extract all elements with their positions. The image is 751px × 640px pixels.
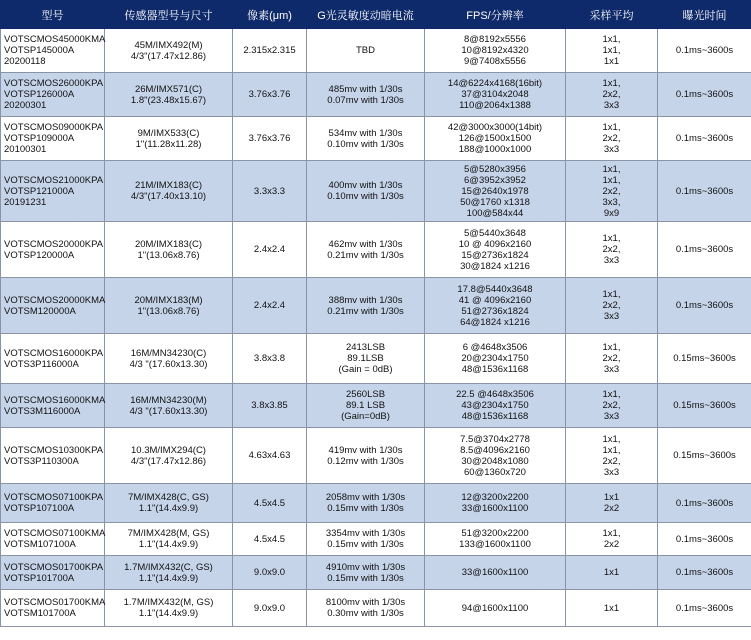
binning-cell: 1x1, 1x1, 1x1 — [566, 29, 658, 73]
table-row — [1, 556, 751, 590]
fps-cell: 17.8@5440x3648 41 @ 4096x2160 51@2736x1824 64@1824 x1216 — [425, 278, 566, 334]
pixel-cell: 3.76x3.76 — [233, 73, 307, 117]
model-cell: VOTSCMOS45000KMA VOTSP145000A 20200118 — [1, 29, 105, 73]
sensor-cell: 9M/IMX533(C) 1"(11.28x11.28) — [105, 117, 233, 161]
sensor-cell: 7M/IMX428(M, GS) 1.1"(14.4x9.9) — [105, 523, 233, 556]
pixel-cell: 2.4x2.4 — [233, 278, 307, 334]
exposure-cell: 0.1ms~3600s — [658, 590, 751, 627]
exposure-cell: 0.1ms~3600s — [658, 523, 751, 556]
sensitivity-cell: TBD — [307, 29, 425, 73]
fps-cell: 14@6224x4168(16bit) 37@3104x2048 110@2064x1388 — [425, 73, 566, 117]
sensitivity-cell: 8100mv with 1/30s 0.30mv with 1/30s — [307, 590, 425, 627]
sensitivity-cell: 2058mv with 1/30s 0.15mv with 1/30s — [307, 484, 425, 523]
binning-cell: 1x1, 2x2, 3x3 — [566, 222, 658, 278]
model-cell: VOTSCMOS20000KMA VOTSM120000A — [1, 278, 105, 334]
pixel-cell: 4.5x4.5 — [233, 523, 307, 556]
table-row — [1, 384, 751, 428]
pixel-cell: 3.8x3.8 — [233, 334, 307, 384]
fps-cell: 94@1600x1100 — [425, 590, 566, 627]
fps-cell: 51@3200x2200 133@1600x1100 — [425, 523, 566, 556]
table-header-row — [1, 1, 751, 29]
sensitivity-cell: 3354mv with 1/30s 0.15mv with 1/30s — [307, 523, 425, 556]
binning-cell: 1x1, 2x2 — [566, 523, 658, 556]
table-row — [1, 590, 751, 627]
header-exposure: 曝光时间 — [658, 1, 751, 29]
sensitivity-cell: 388mv with 1/30s 0.21mv with 1/30s — [307, 278, 425, 334]
table-row — [1, 278, 751, 334]
binning-cell: 1x1, 2x2, 3x3 — [566, 73, 658, 117]
table-row — [1, 73, 751, 117]
table-row — [1, 117, 751, 161]
binning-cell: 1x1, 1x1, 2x2, 3x3, 9x9 — [566, 161, 658, 222]
sensor-cell: 20M/IMX183(C) 1"(13.06x8.76) — [105, 222, 233, 278]
pixel-cell: 4.63x4.63 — [233, 428, 307, 484]
table-row — [1, 29, 751, 73]
table-row — [1, 222, 751, 278]
header-model: 型号 — [1, 1, 105, 29]
model-cell: VOTSCMOS01700KPA VOTSP101700A — [1, 556, 105, 590]
binning-cell: 1x1, 2x2, 3x3 — [566, 117, 658, 161]
binning-cell: 1x1, 1x1, 2x2, 3x3 — [566, 428, 658, 484]
fps-cell: 5@5280x3956 6@3952x3952 15@2640x1978 50@1760 x1318 100@584x44 — [425, 161, 566, 222]
fps-cell: 7.5@3704x2778 8.5@4096x2160 30@2048x1080 60@1360x720 — [425, 428, 566, 484]
binning-cell: 1x1 — [566, 556, 658, 590]
header-sensitivity: G光灵敏度动暗电流 — [307, 1, 425, 29]
pixel-cell: 3.8x3.85 — [233, 384, 307, 428]
model-cell: VOTSCMOS09000KPA VOTSP109000A 20100301 — [1, 117, 105, 161]
binning-cell: 1x1 2x2 — [566, 484, 658, 523]
model-cell: VOTSCMOS16000KPA VOTS3P116000A — [1, 334, 105, 384]
model-cell: VOTSCMOS20000KPA VOTSP120000A — [1, 222, 105, 278]
exposure-cell: 0.1ms~3600s — [658, 117, 751, 161]
fps-cell: 6 @4648x3506 20@2304x1750 48@1536x1168 — [425, 334, 566, 384]
table-row — [1, 334, 751, 384]
header-binning: 采样平均 — [566, 1, 658, 29]
sensor-cell: 16M/MN34230(C) 4/3 "(17.60x13.30) — [105, 334, 233, 384]
exposure-cell: 0.1ms~3600s — [658, 73, 751, 117]
sensor-cell: 26M/IMX571(C) 1.8"(23.48x15.67) — [105, 73, 233, 117]
header-fps: FPS/分辨率 — [425, 1, 566, 29]
table-row — [1, 428, 751, 484]
fps-cell: 5@5440x3648 10 @ 4096x2160 15@2736x1824 30@1824 x1216 — [425, 222, 566, 278]
fps-cell: 42@3000x3000(14bit) 126@1500x1500 188@1000x1000 — [425, 117, 566, 161]
sensor-cell: 7M/IMX428(C, GS) 1.1"(14.4x9.9) — [105, 484, 233, 523]
sensitivity-cell: 462mv with 1/30s 0.21mv with 1/30s — [307, 222, 425, 278]
sensor-cell: 16M/MN34230(M) 4/3 "(17.60x13.30) — [105, 384, 233, 428]
sensitivity-cell: 2560LSB 89.1 LSB (Gain=0dB) — [307, 384, 425, 428]
pixel-cell: 2.4x2.4 — [233, 222, 307, 278]
exposure-cell: 0.1ms~3600s — [658, 484, 751, 523]
sensor-cell: 10.3M/IMX294(C) 4/3"(17.47x12.86) — [105, 428, 233, 484]
pixel-cell: 2.315x2.315 — [233, 29, 307, 73]
sensitivity-cell: 2413LSB 89.1LSB (Gain = 0dB) — [307, 334, 425, 384]
pixel-cell: 4.5x4.5 — [233, 484, 307, 523]
exposure-cell: 0.1ms~3600s — [658, 29, 751, 73]
table-row — [1, 484, 751, 523]
model-cell: VOTSCMOS16000KMA VOTS3M116000A — [1, 384, 105, 428]
sensitivity-cell: 534mv with 1/30s 0.10mv with 1/30s — [307, 117, 425, 161]
sensor-cell: 21M/IMX183(C) 4/3"(17.40x13.10) — [105, 161, 233, 222]
table-row — [1, 161, 751, 222]
table-row — [1, 523, 751, 556]
exposure-cell: 0.1ms~3600s — [658, 556, 751, 590]
binning-cell: 1x1, 2x2, 3x3 — [566, 278, 658, 334]
sensitivity-cell: 400mv with 1/30s 0.10mv with 1/30s — [307, 161, 425, 222]
binning-cell: 1x1, 2x2, 3x3 — [566, 334, 658, 384]
exposure-cell: 0.1ms~3600s — [658, 278, 751, 334]
fps-cell: 22.5 @4648x3506 43@2304x1750 48@1536x1168 — [425, 384, 566, 428]
sensor-cell: 1.7M/IMX432(C, GS) 1.1"(14.4x9.9) — [105, 556, 233, 590]
model-cell: VOTSCMOS26000KPA VOTSP126000A 20200301 — [1, 73, 105, 117]
binning-cell: 1x1 — [566, 590, 658, 627]
pixel-cell: 9.0x9.0 — [233, 590, 307, 627]
binning-cell: 1x1, 2x2, 3x3 — [566, 384, 658, 428]
fps-cell: 12@3200x2200 33@1600x1100 — [425, 484, 566, 523]
pixel-cell: 3.3x3.3 — [233, 161, 307, 222]
sensitivity-cell: 4910mv with 1/30s 0.15mv with 1/30s — [307, 556, 425, 590]
model-cell: VOTSCMOS10300KPA VOTS3P110300A — [1, 428, 105, 484]
exposure-cell: 0.15ms~3600s — [658, 334, 751, 384]
header-sensor: 传感器型号与尺寸 — [105, 1, 233, 29]
fps-cell: 33@1600x1100 — [425, 556, 566, 590]
exposure-cell: 0.1ms~3600s — [658, 161, 751, 222]
model-cell: VOTSCMOS21000KPA VOTSP121000A 20191231 — [1, 161, 105, 222]
model-cell: VOTSCMOS01700KMA VOTSM101700A — [1, 590, 105, 627]
model-cell: VOTSCMOS07100KPA VOTSP107100A — [1, 484, 105, 523]
exposure-cell: 0.15ms~3600s — [658, 384, 751, 428]
exposure-cell: 0.1ms~3600s — [658, 222, 751, 278]
model-cell: VOTSCMOS07100KMA VOTSM107100A — [1, 523, 105, 556]
exposure-cell: 0.15ms~3600s — [658, 428, 751, 484]
pixel-cell: 3.76x3.76 — [233, 117, 307, 161]
sensor-cell: 20M/IMX183(M) 1"(13.06x8.76) — [105, 278, 233, 334]
sensitivity-cell: 485mv with 1/30s 0.07mv with 1/30s — [307, 73, 425, 117]
sensor-cell: 45M/IMX492(M) 4/3"(17.47x12.86) — [105, 29, 233, 73]
sensitivity-cell: 419mv with 1/30s 0.12mv with 1/30s — [307, 428, 425, 484]
header-pixel: 像素(μm) — [233, 1, 307, 29]
sensor-cell: 1.7M/IMX432(M, GS) 1.1"(14.4x9.9) — [105, 590, 233, 627]
fps-cell: 8@8192x5556 10@8192x4320 9@7408x5556 — [425, 29, 566, 73]
pixel-cell: 9.0x9.0 — [233, 556, 307, 590]
